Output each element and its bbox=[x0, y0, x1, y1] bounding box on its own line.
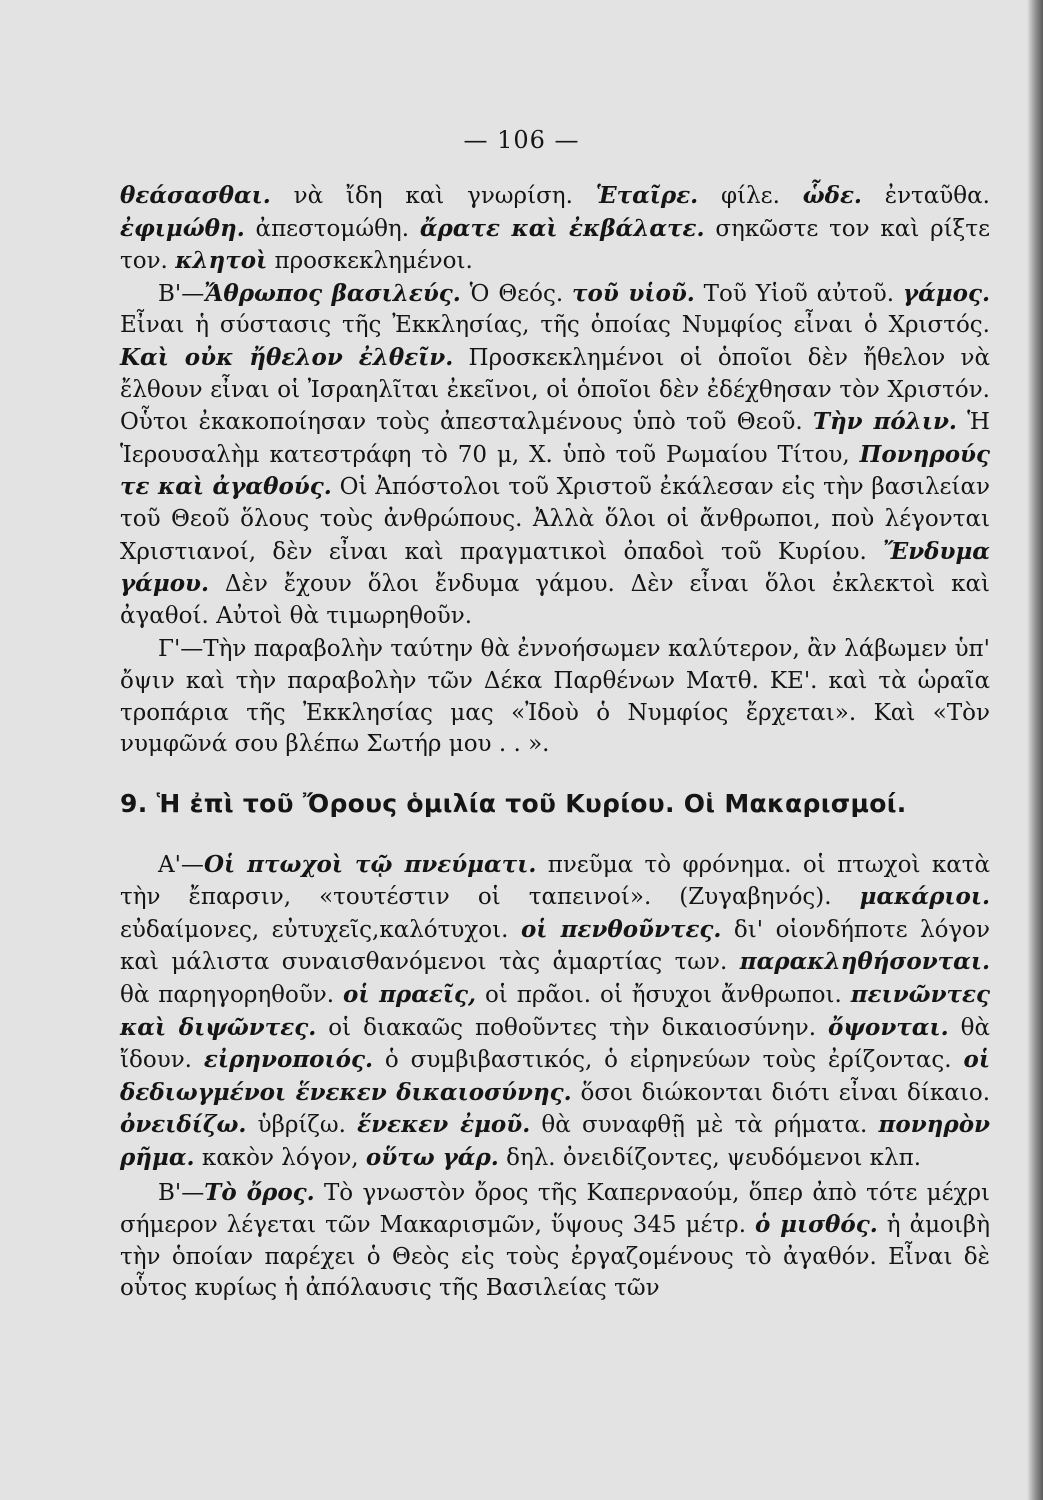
section-marker: Β'— bbox=[158, 1179, 205, 1206]
gloss: δηλ. ὀνειδίζοντες, ψευδόμενοι κλπ. bbox=[498, 1145, 922, 1172]
gloss: νὰ ἴδη καὶ γνωρίση. bbox=[270, 183, 596, 209]
gloss: πνεῦμα τὸ φρόνημα. οἱ πτωχοὶ κατὰ τὴν ἔπαρσιν, «τουτέστιν οἱ ταπεινοί». (Ζυγαβηνός). bbox=[120, 851, 990, 911]
body-text bbox=[120, 180, 990, 1305]
gloss: Τοῦ Υἱοῦ αὐτοῦ. bbox=[694, 280, 903, 307]
section-marker: Α'— bbox=[158, 851, 204, 878]
gloss: φίλε. bbox=[698, 183, 803, 209]
term: Τὸ ὄρος. bbox=[204, 1178, 315, 1206]
term: κλητοὶ bbox=[175, 247, 268, 275]
gloss: δι' οἱονδήποτε λόγον καὶ μάλιστα συναισθανόμενοι τὰς ἁμαρτίας των. bbox=[120, 916, 990, 976]
term: πεινῶντες καὶ διψῶντες. bbox=[120, 981, 990, 1041]
gloss: ἀπεστομώθη. bbox=[244, 215, 420, 242]
term: Ἑταῖρε. bbox=[595, 182, 699, 209]
term: θεάσασθαι. bbox=[120, 182, 271, 209]
gloss: Ἡ Ἱερουσαλὴμ κατεστράφη τὸ 70 μ, Χ. ὑπὸ τοῦ Ρωμαίου Τίτου, bbox=[120, 409, 990, 468]
gloss: Δὲν ἔχουν ὅλοι ἔνδυμα γάμου. Δὲν εἶναι ὅλοι ἐκλεκτοὶ καὶ ἀγαθοί. Αὐτοὶ θὰ τιμωρηθοῦν. bbox=[120, 571, 990, 629]
term: οἱ δεδιωγμένοι ἕνεκεν δικαιοσύνης. bbox=[120, 1046, 990, 1106]
gloss: οἱ πρᾶοι. οἱ ἤσυχοι ἄνθρωποι. bbox=[476, 982, 851, 1009]
term: οἱ πενθοῦντες. bbox=[520, 915, 722, 943]
gloss: Τὸ γνωστὸν ὄρος τῆς Καπερναούμ, ὅπερ ἀπὸ τότε μέχρι σήμερον λέγεται τῶν Μακαρισμῶν, ὕψους 345 μέτρ. bbox=[120, 1179, 990, 1239]
term: οὕτω γάρ. bbox=[365, 1144, 499, 1172]
term: Ἔνδυμα γάμου. bbox=[120, 537, 990, 598]
term: ὁ μισθός. bbox=[755, 1211, 878, 1239]
paragraph-b bbox=[120, 278, 990, 633]
gloss: θὰ συναφθῇ μὲ τὰ ρήματα. bbox=[530, 1112, 879, 1139]
section-heading: 9. Ἡ ἐπὶ τοῦ Ὄρους ὁμιλία τοῦ Κυρίου. Οἱ Μακαρισμοί. bbox=[120, 788, 907, 818]
term: Οἱ πτωχοὶ τῷ πνεύματι. bbox=[203, 850, 537, 878]
term: Καὶ οὐκ ἤθελον ἐλθεῖν. bbox=[120, 343, 454, 371]
gloss: προσκεκλημένοι. bbox=[267, 248, 473, 275]
gloss: ὑβρίζω. bbox=[246, 1112, 358, 1139]
term: ἐφιμώθη. bbox=[120, 214, 245, 242]
term: γάμος. bbox=[902, 279, 990, 307]
gloss: σηκῶστε τον καὶ ρίξτε τον. bbox=[120, 215, 990, 275]
gloss: Εἶναι ἡ σύστασις τῆς Ἐκκλησίας, τῆς ὁποίας Νυμφίος εἶναι ὁ Χριστός. bbox=[120, 312, 990, 339]
paragraph-c bbox=[120, 634, 990, 760]
term: Πονηρούς τε καὶ ἀγαθούς. bbox=[120, 440, 990, 501]
term: Τὴν πόλιν. bbox=[812, 408, 957, 436]
paragraph-beatitudes-b bbox=[120, 1177, 990, 1305]
gloss: Ὁ Θεός. bbox=[460, 280, 573, 307]
gloss: Οἱ Ἀπόστολοι τοῦ Χριστοῦ ἐκάλεσαν εἰς τὴν βασιλείαν τοῦ Θεοῦ ὅλους τοὺς ἀνθρώπους. Ἀλλὰ ὅλοι οἱ ἄνθρωποι, ποὺ λέγονται Χριστιανοί, δὲν εἶναι καὶ πραγματικοὶ ὀπαδοὶ τοῦ Κυρίου. bbox=[120, 474, 990, 565]
paragraph-beatitudes-a bbox=[120, 849, 990, 1175]
page-number: — 106 — bbox=[463, 126, 580, 154]
gloss: ὅσοι διώκονται διότι εἶναι δίκαιο. bbox=[571, 1079, 990, 1106]
page-edge-shadow bbox=[1027, 0, 1043, 1500]
section-marker: Β'— bbox=[158, 280, 205, 307]
gloss: εὐδαίμονες, εὐτυχεῖς,καλότυχοι. bbox=[120, 916, 521, 943]
gloss: ἡ ἀμοιβὴ τὴν ὁποίαν παρέχει ὁ Θεὸς εἰς τοὺς ἐργαζομένους τὸ ἀγαθόν. Εἶναι δὲ οὗτος κυρίως ἡ ἀπόλαυσις τῆς Βασιλείας τῶν bbox=[120, 1212, 990, 1302]
term: μακάριοι. bbox=[859, 883, 990, 911]
gloss: Γ'—Τὴν παραβολὴν ταύτην θὰ ἐννοήσωμεν καλύτερον, ἂν λάβωμεν ὑπ' ὄψιν καὶ τὴν παραβολὴν τῶν Δέκα Παρθένων Ματθ. ΚΕ'. καὶ τὰ ὡραῖα τροπάρια τῆς Ἐκκλησίας μας «Ἰδοὺ ὁ Νυμφίος ἔρχεται». Καὶ «Τὸν νυμφῶνά σου βλέπω Σωτήρ μου . . ». bbox=[120, 636, 990, 758]
term: ἄρατε καὶ ἐκβάλατε. bbox=[419, 214, 705, 242]
gloss: οἱ διακαῶς ποθοῦντες τὴν δικαιοσύνην. bbox=[316, 1014, 828, 1041]
term: ὀνειδίζω. bbox=[120, 1111, 247, 1139]
gloss: Προσκεκλημένοι οἱ ὁποῖοι δὲν ἤθελον νὰ ἔλθουν εἶναι οἱ Ἰσραηλῖται ἐκεῖνοι, οἱ ὁποῖοι δὲν ἐδέχθησαν τὸν Χριστόν. Οὗτοι ἐκακοποίησαν τοὺς ἀπεσταλμένους ὑπὸ τοῦ Θεοῦ. bbox=[120, 344, 990, 436]
gloss: θὰ παρηγορηθοῦν. bbox=[120, 982, 344, 1009]
term: τοῦ υἱοῦ. bbox=[572, 279, 695, 307]
term: ὄψονται. bbox=[828, 1013, 949, 1041]
gloss: θὰ ἴδουν. bbox=[120, 1014, 990, 1074]
paragraph-parable-notes-continued bbox=[120, 180, 990, 278]
term: Ἄθρωπος βασιλεύς. bbox=[204, 279, 461, 307]
gloss: ἐνταῦθα. bbox=[861, 183, 990, 209]
gloss: ὁ συμβιβαστικός, ὁ εἰρηνεύων τοὺς ἐρίζοντας. bbox=[372, 1047, 964, 1074]
term: ὧδε. bbox=[802, 182, 862, 209]
term: οἱ πραεῖς, bbox=[343, 981, 477, 1009]
term: παρακληθήσονται. bbox=[739, 948, 990, 976]
term: πονηρὸν ρῆμα. bbox=[120, 1111, 990, 1172]
term: εἰρηνοποιός. bbox=[203, 1046, 373, 1074]
term: ἕνεκεν ἐμοῦ. bbox=[357, 1111, 531, 1139]
gloss: κακὸν λόγον, bbox=[194, 1145, 366, 1172]
